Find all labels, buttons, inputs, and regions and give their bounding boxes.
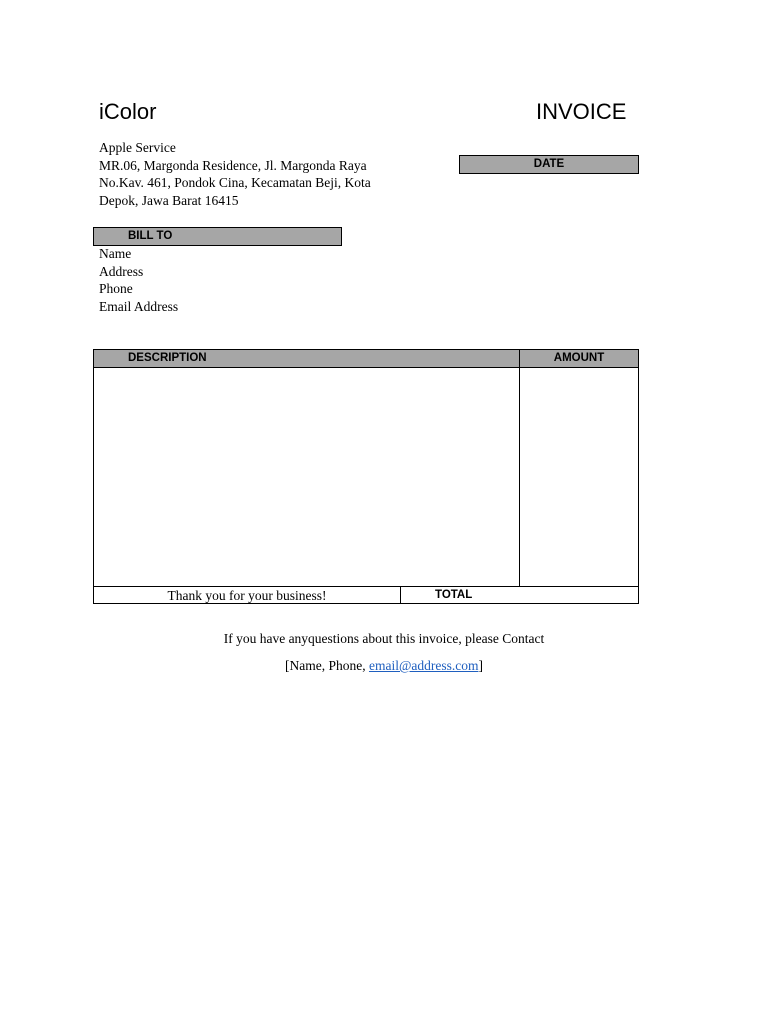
contact-line: If you have anyquestions about this invoice, please Contact xyxy=(223,631,545,646)
seller-address-line: Depok, Jawa Barat 16415 xyxy=(99,193,239,209)
amount-cell[interactable] xyxy=(520,368,638,586)
seller-address-block xyxy=(99,139,371,210)
bill-to-header: BILL TO xyxy=(93,227,342,246)
bill-to-email: Email Address xyxy=(99,299,179,315)
thank-you-note: Thank you for your business! xyxy=(94,587,401,603)
invoice-title: INVOICE xyxy=(536,99,627,124)
contact-email-link[interactable]: email@address.com xyxy=(368,658,479,673)
total-label: TOTAL xyxy=(435,589,473,601)
contact-details xyxy=(0,657,768,675)
bill-to-block xyxy=(99,245,178,316)
contact-suffix: ] xyxy=(478,658,483,673)
company-name: iColor xyxy=(99,99,157,124)
bill-to-name: Name xyxy=(99,246,132,261)
description-column-header: DESCRIPTION xyxy=(94,350,520,368)
bill-to-phone: Phone xyxy=(99,281,133,297)
table-footer-row xyxy=(94,586,638,603)
contact-prefix: [Name, Phone, xyxy=(284,658,369,673)
seller-address-line: MR.06, Margonda Residence, Jl. Margonda Raya xyxy=(99,157,367,173)
bill-to-address: Address xyxy=(99,263,144,279)
date-header: DATE xyxy=(459,155,639,174)
amount-column-header: AMOUNT xyxy=(520,350,638,368)
description-cell[interactable] xyxy=(94,368,520,586)
seller-name: Apple Service xyxy=(99,140,176,155)
invoice-table xyxy=(93,349,639,604)
seller-address-line: No.Kav. 461, Pondok Cina, Kecamatan Beji, Kota xyxy=(99,175,371,191)
